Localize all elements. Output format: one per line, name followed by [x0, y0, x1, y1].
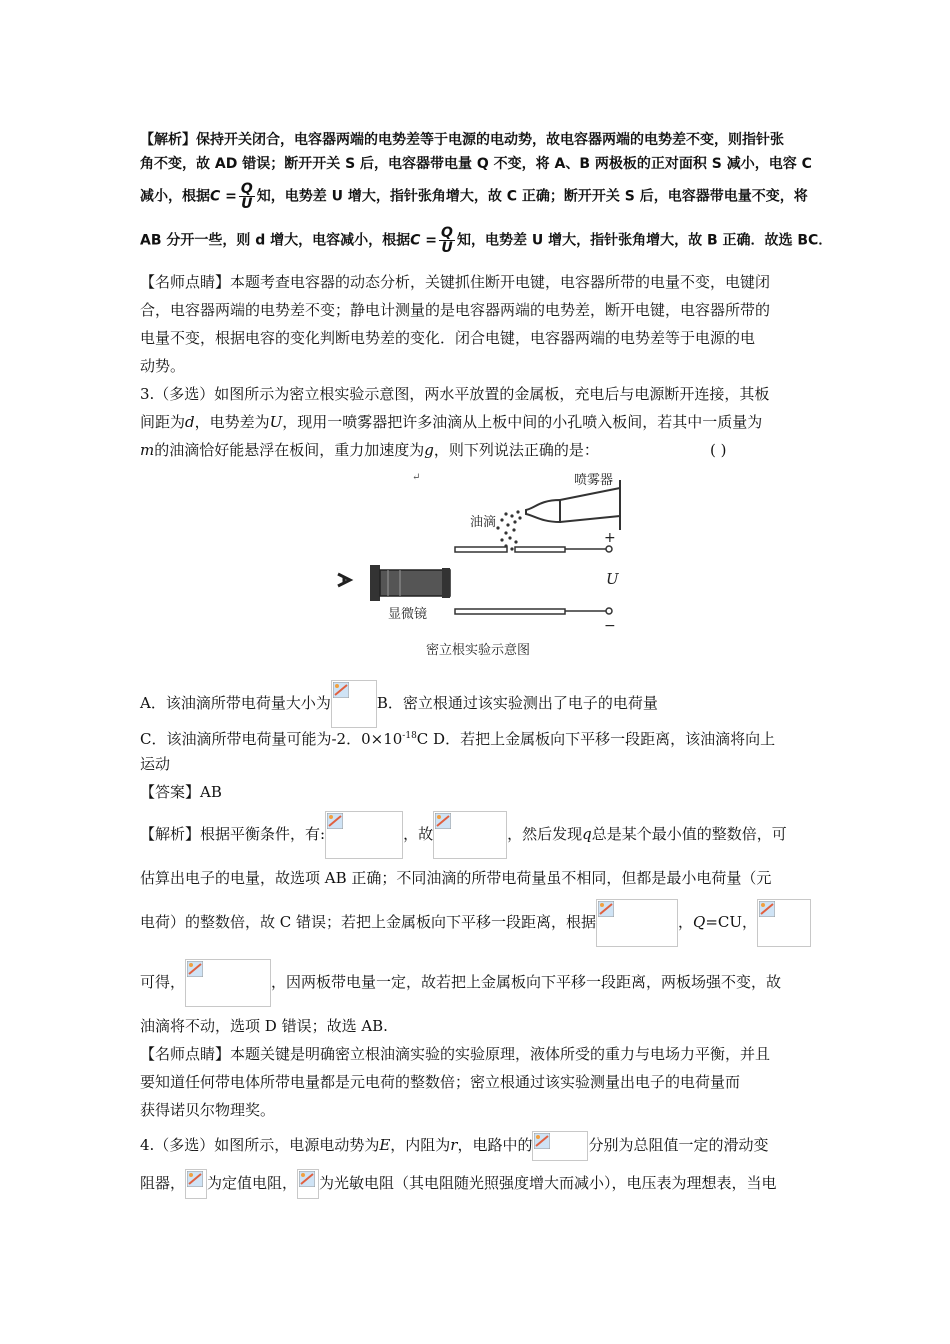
- q3-line1: 3.（多选）如图所示为密立根实验示意图，两水平放置的金属板，充电后与电源断开连接，其板: [140, 385, 770, 403]
- capacitance-fraction: $\frac{Q}{U}$: [240, 181, 253, 212]
- options-line3: 运动: [140, 755, 171, 773]
- minus-sign: −: [604, 618, 616, 634]
- q3-line2: 间距为d，电势差为U，现用一喷雾器把许多油滴从上板中间的小孔喷入板间，若其中一质量为: [140, 413, 763, 431]
- analysis2-line3: 电荷）的整数倍，故 C 错误；若把上金属板向下平移一段距离，根据 ，Q=CU，: [140, 898, 820, 947]
- analysis1-line2: 角不变，故 AD 错误；断开开关 S 后，电容器带电量 Q 不变，将 A、B 两极板的正对面积 S 减小，电容 C: [140, 156, 812, 172]
- analysis1-line4: AB 分开一些，则 d 增大，电容减小，根据C = $\frac{Q}{U}$ 知，电势差 U 增大，指针张角增大，故 B 正确．故选 BC．: [140, 225, 833, 256]
- microscope-label: 显微镜: [388, 607, 428, 622]
- formula-image-4: [757, 899, 811, 947]
- lower-plate: [455, 609, 565, 614]
- figure-caption: 密立根实验示意图: [426, 643, 531, 658]
- upper-plate-left: [455, 547, 507, 552]
- oil-droplets: [496, 510, 521, 550]
- analysis1-line3: 减小，根据C = $\frac{Q}{U}$ 知，电势差 U 增大，指针张角增大，故 C 正确；断开开关 S 后，电容器带电量不变，将: [140, 181, 808, 212]
- formula-image-5: [185, 959, 271, 1007]
- analysis1-line1: 【解析】保持开关闭合，电容器两端的电势差等于电源的电动势，故电容器两端的电势差不变，则指针张: [140, 132, 784, 148]
- tip2-line3: 获得诺贝尔物理奖。: [140, 1101, 276, 1119]
- upper-terminal: [606, 546, 612, 552]
- answer: 【答案】AB: [140, 783, 222, 801]
- upper-plate-right: [515, 547, 565, 552]
- q3-line3: m的油滴恰好能悬浮在板间，重力加速度为g，则下列说法正确的是： ( ): [140, 436, 820, 464]
- answer-paren: ( ): [710, 441, 727, 459]
- millikan-diagram: [330, 470, 630, 666]
- options-line1: A．该油滴所带电荷量大小为 B．密立根通过该实验测出了电子的电荷量: [140, 680, 820, 728]
- millikan-figure: [330, 470, 630, 666]
- microscope: [370, 565, 450, 601]
- formula-image-1: [325, 811, 403, 859]
- q4-line1: 4.（多选）如图所示，电源电动势为E，内阻为r，电路中的 分别为总阻值一定的滑动变: [140, 1128, 820, 1162]
- tip2-line2: 要知道任何带电体所带电量都是元电荷的整数倍；密立根通过该实验测量出电子的电荷量而: [140, 1073, 741, 1091]
- tip1-line4: 动势。: [140, 357, 186, 375]
- formula-image-6: [532, 1131, 588, 1161]
- plus-sign: +: [604, 530, 616, 546]
- formula-image-7: [185, 1169, 207, 1199]
- analysis2-line1: 【解析】根据平衡条件，有: ，故 ，然后发现q总是某个最小值的整数倍，可: [140, 810, 820, 859]
- formula-image-a: [331, 680, 377, 728]
- droplet-label: 油滴: [470, 515, 497, 530]
- options-line2: C．该油滴所带电荷量可能为-2．$0\times 10^{-18}C$ D．若把上金属板向下平移一段距离，该油滴将向上: [140, 730, 776, 748]
- sprayer-label: 喷雾器: [574, 473, 614, 488]
- analysis2-line2: 估算出电子的电量，故选项 AB 正确；不同油滴的所带电荷量虽不相同，但都是最小电荷量（元: [140, 869, 772, 887]
- formula-image-3: [596, 899, 678, 947]
- voltage-label: U: [606, 570, 619, 588]
- lower-terminal: [606, 608, 612, 614]
- formula-lhs: C =: [210, 188, 237, 205]
- formula-image-8: [297, 1169, 319, 1199]
- q4-line2: 阻器， 为定值电阻， 为光敏电阻（其电阻随光照强度增大而减小），电压表为理想表，当电: [140, 1166, 820, 1200]
- tip2-line1: 【名师点睛】本题关键是明确密立根油滴实验的实验原理，液体所受的重力与电场力平衡，并且: [140, 1045, 771, 1063]
- capacitance-fraction-2: $\frac{Q}{U}$: [441, 225, 453, 256]
- analysis2-line5: 油滴将不动，选项 D 错误；故选 AB.: [140, 1017, 388, 1035]
- tip1-line2: 合，电容器两端的电势差不变；静电计测量的是电容器两端的电势差，断开电键，电容器所带的: [140, 301, 771, 319]
- tip1-line1: 【名师点睛】本题考查电容器的动态分析，关键抓住断开电键，电容器所带的电量不变，电键闭: [140, 273, 771, 291]
- return-mark: ↵: [412, 472, 421, 483]
- sprayer-tube-top: [560, 488, 620, 500]
- tip1-line3: 电量不变，根据电容的变化判断电势差的变化．闭合电键，电容器两端的电势差等于电源的电: [140, 329, 756, 347]
- sprayer-nozzle: [526, 500, 560, 522]
- analysis2-line4: 可得， ，因两板带电量一定，故若把上金属板向下平移一段距离，两板场强不变，故: [140, 958, 820, 1007]
- formula-image-2: [433, 811, 507, 859]
- eye-icon: [338, 574, 350, 586]
- sprayer-tube-bottom: [560, 516, 620, 522]
